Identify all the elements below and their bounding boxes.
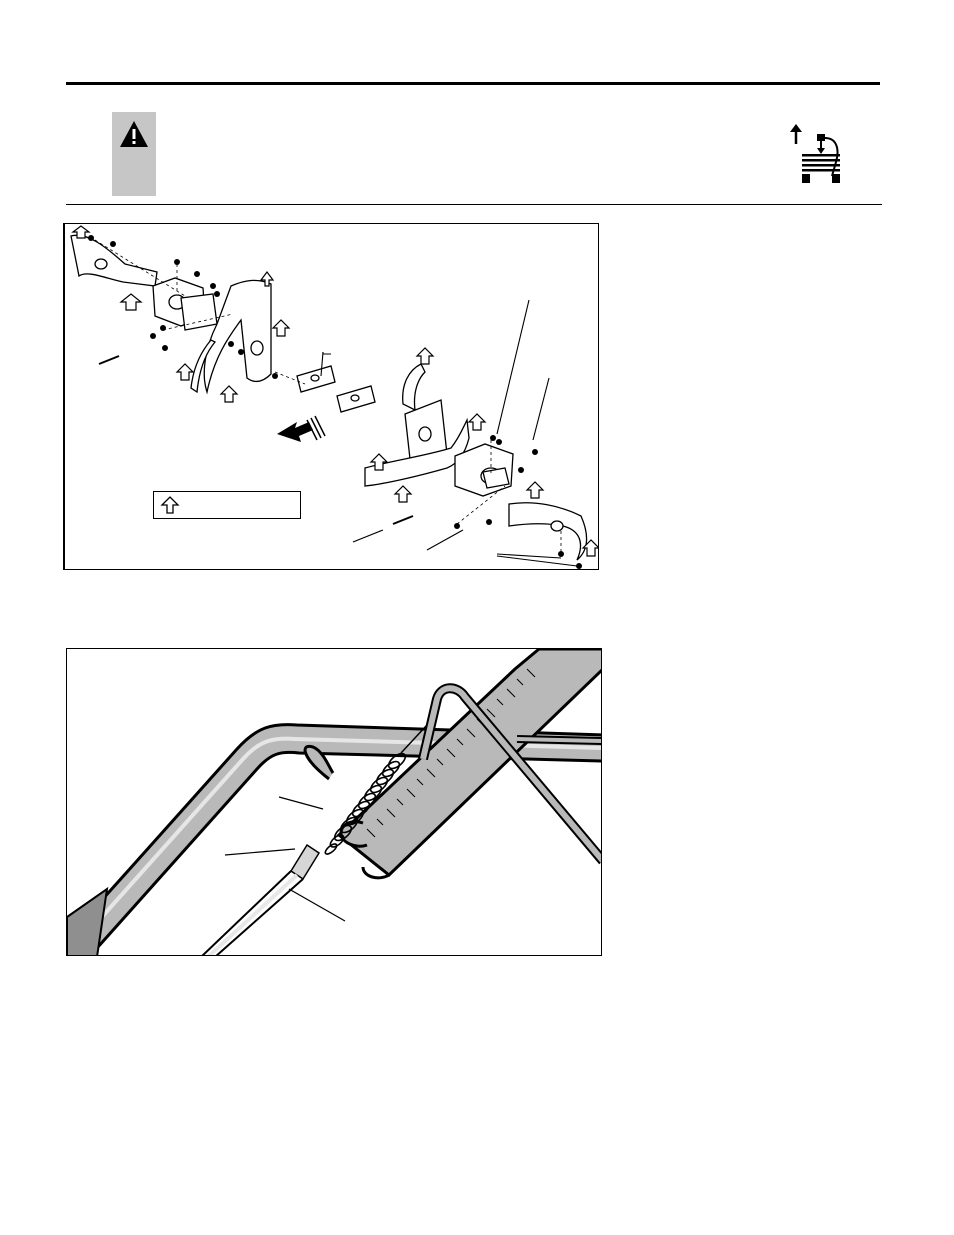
top-rule xyxy=(66,82,880,85)
disconnect-spark-plug-icon xyxy=(786,124,844,184)
handle-spring-figure xyxy=(66,648,602,956)
warning-triangle-icon xyxy=(119,120,149,148)
tine-assembly-drawing xyxy=(65,224,599,569)
handle-spring-drawing xyxy=(67,649,602,956)
warning-panel xyxy=(112,112,156,196)
arrow-legend-box xyxy=(153,491,301,519)
tine-assembly-figure xyxy=(63,223,599,570)
section-rule xyxy=(66,204,882,205)
outline-arrow-icon xyxy=(160,495,180,515)
